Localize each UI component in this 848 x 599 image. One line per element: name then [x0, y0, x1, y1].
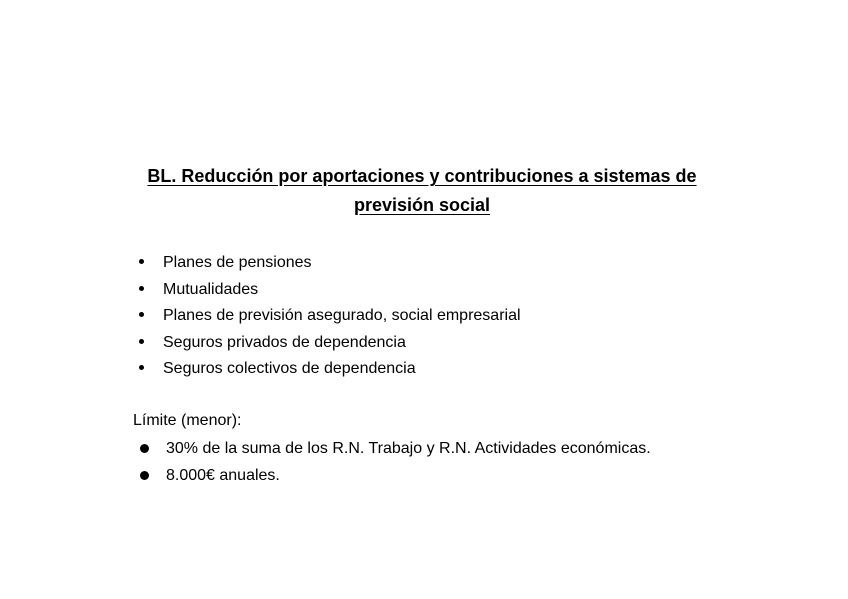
- list-item: [135, 436, 651, 463]
- list-item-text: 8.000€ anuales.: [166, 467, 280, 484]
- list-item: [135, 330, 521, 357]
- title-line-1: BL. Reducción por aportaciones y contribuciones a sistemas de: [147, 166, 697, 186]
- list-item-text: 30% de la suma de los R.N. Trabajo y R.N. Actividades económicas.: [166, 440, 651, 457]
- bullet-icon: [139, 259, 144, 264]
- bullet-icon: [140, 444, 149, 453]
- bullet-icon: [139, 286, 144, 291]
- bullet-icon: [139, 365, 144, 370]
- list-item: [135, 463, 651, 490]
- plans-list: [135, 250, 521, 383]
- list-item-text: Seguros colectivos de dependencia: [163, 360, 416, 377]
- bullet-icon: [139, 339, 144, 344]
- list-item-text: Planes de pensiones: [163, 254, 312, 271]
- limit-label: Límite (menor):: [133, 412, 242, 429]
- bullet-icon: [140, 471, 149, 480]
- page-title: [120, 162, 724, 220]
- list-item: [135, 356, 521, 383]
- list-item: [135, 250, 521, 277]
- list-item-text: Seguros privados de dependencia: [163, 333, 406, 351]
- title-line-2: previsión social: [353, 195, 491, 215]
- bullet-icon: [139, 312, 144, 317]
- list-item-text: Planes de previsión asegurado, social empresarial: [163, 307, 521, 324]
- list-item-text: Mutualidades: [163, 280, 259, 298]
- list-item: [135, 303, 521, 330]
- list-item: [135, 277, 521, 304]
- limits-list: [135, 436, 651, 490]
